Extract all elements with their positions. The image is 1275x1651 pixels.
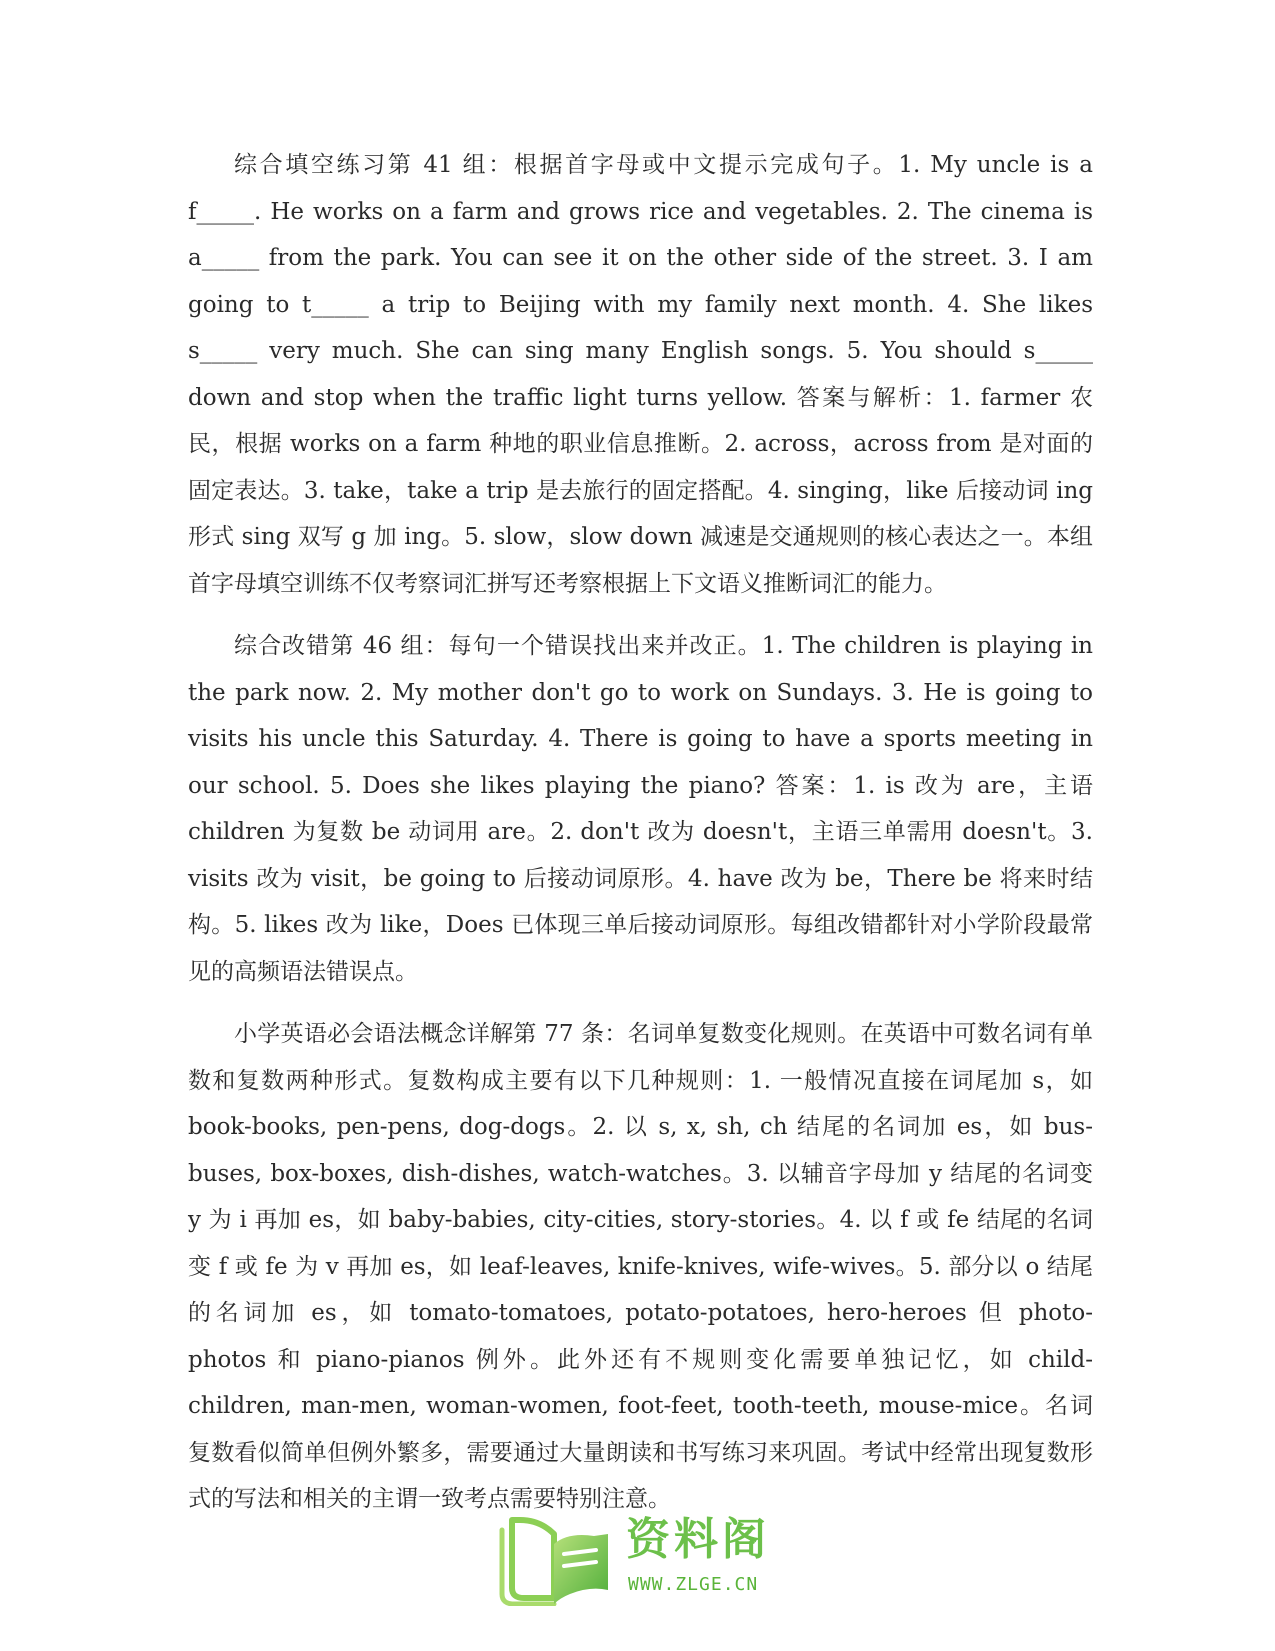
paragraph-fill-in-exercise: 综合填空练习第 41 组：根据首字母或中文提示完成句子。1. My uncle is a f_____. He works on a farm and grows rice and vegetables. 2. The cinema is a_____ from the park. You can see it on the other side of the street. 3. I am going to t_____ a trip to Beijing with my family next month. 4. She likes s_____ very much. She can sing many English songs. 5. You should s_____ down and stop when the traffic light turns yellow. 答案与解析：1. farmer 农民，根据 works on a farm 种地的职业信息推断。2. across，across from 是对面的固定表达。3. take，take a trip 是去旅行的固定搭配。4. singing，like 后接动词 ing 形式 sing 双写 g 加 ing。5. slow，slow down 减速是交通规则的核心表达之一。本组首字母填空训练不仅考察词汇拼写还考察根据上下文语义推断词汇的能力。 (188, 152, 1093, 597)
document-body (188, 142, 1093, 1539)
open-book-icon (498, 1514, 616, 1606)
watermark-logo (498, 1512, 788, 1622)
watermark-url: WWW.ZLGE.CN (628, 1574, 759, 1595)
paragraph-error-correction: 综合改错第 46 组：每句一个错误找出来并改正。1. The children is playing in the park now. 2. My mother don't go to work on Sundays. 3. He is going to visits his uncle this Saturday. 4. There is going to have a sports meeting in our school. 5. Does she likes playing the piano? 答案：1. is 改为 are，主语 children 为复数 be 动词用 are。2. don't 改为 doesn't，主语三单需用 doesn't。3. visits 改为 visit，be going to 后接动词原形。4. have 改为 be，There be 将来时结构。5. likes 改为 like，Does 已体现三单后接动词原形。每组改错都针对小学阶段最常见的高频语法错误点。 (188, 633, 1093, 985)
watermark-title: 资料阁 (626, 1514, 770, 1565)
paragraph-grammar-plural-rules: 小学英语必会语法概念详解第 77 条：名词单复数变化规则。在英语中可数名词有单数和复数两种形式。复数构成主要有以下几种规则：1. 一般情况直接在词尾加 s，如 book-books, pen-pens, dog-dogs。2. 以 s, x, sh, ch 结尾的名词加 es，如 bus-buses, box-boxes, dish-dishes, watch-watches。3. 以辅音字母加 y 结尾的名词变 y 为 i 再加 es，如 baby-babies, city-cities, story-stories。4. 以 f 或 fe 结尾的名词变 f 或 fe 为 v 再加 es，如 leaf-leaves, knife-knives, wife-wives。5. 部分以 o 结尾的名词加 es，如 tomato-tomatoes, potato-potatoes, hero-heroes 但 photo-photos 和 piano-pianos 例外。此外还有不规则变化需要单独记忆，如 child-children, man-men, woman-women, foot-feet, tooth-teeth, mouse-mice。名词复数看似简单但例外繁多，需要通过大量朗读和书写练习来巩固。考试中经常出现复数形式的写法和相关的主谓一致考点需要特别注意。 (188, 1021, 1094, 1512)
